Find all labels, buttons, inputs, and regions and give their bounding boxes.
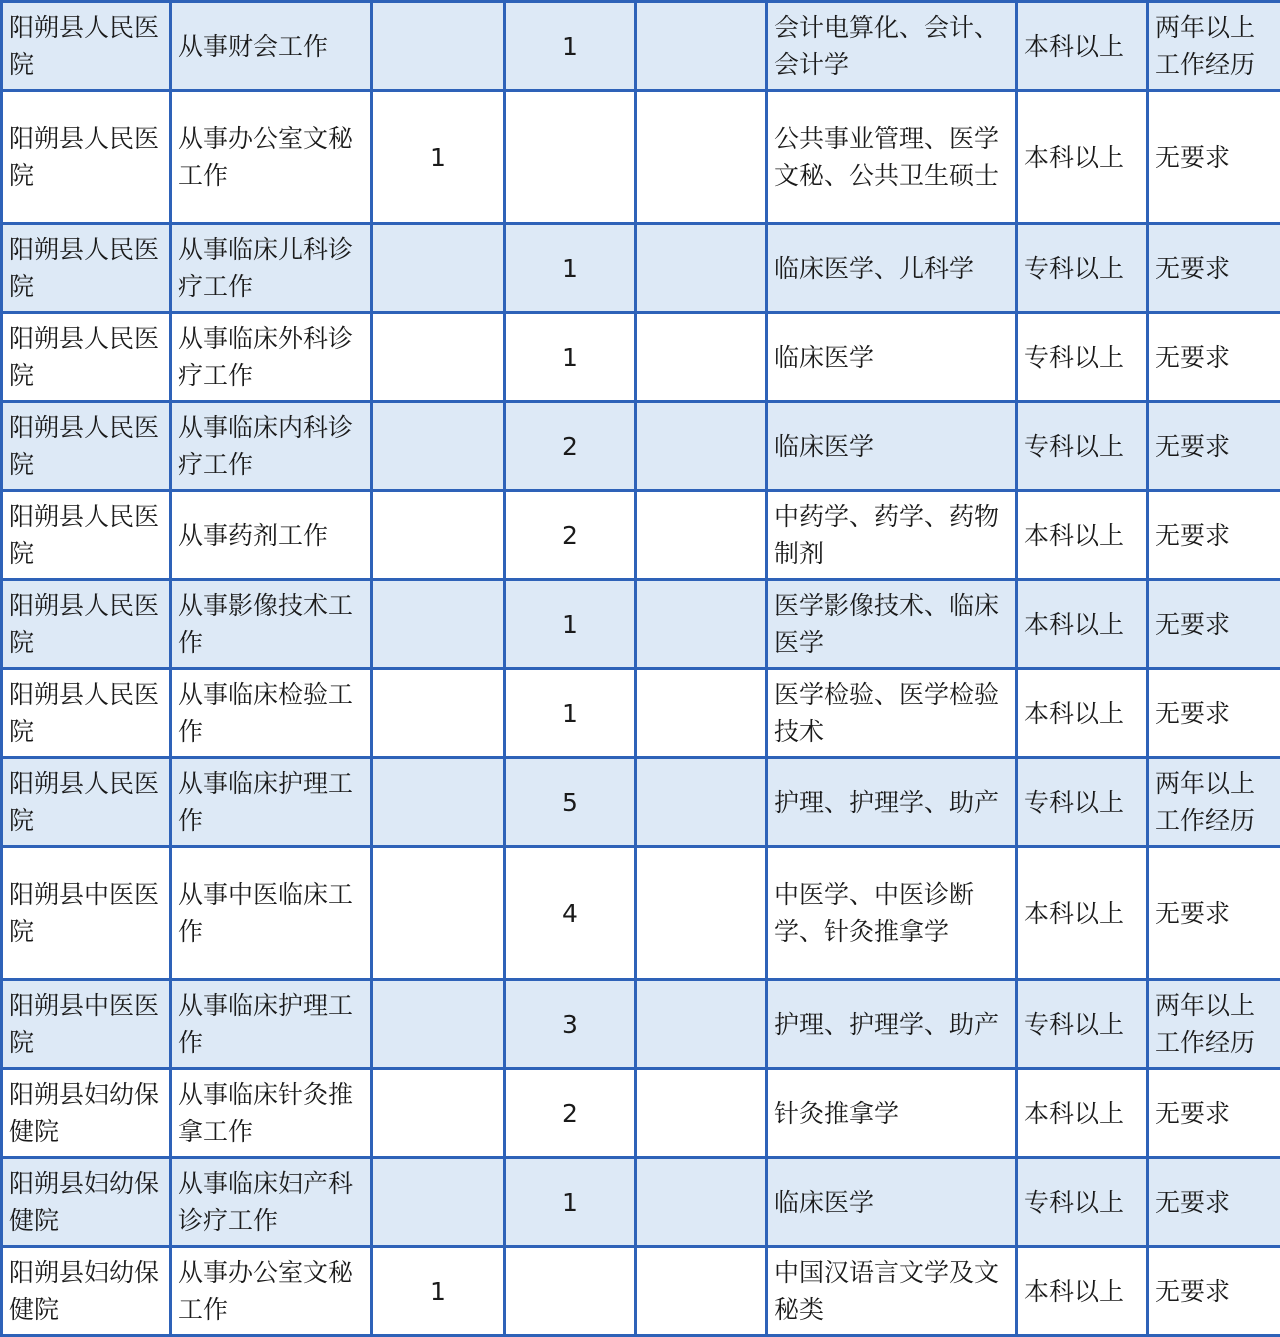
count-cell-c [636, 2, 767, 91]
major-cell: 中药学、药学、药物制剂 [767, 491, 1017, 580]
duty-cell: 从事办公室文秘工作 [171, 1247, 372, 1336]
major-cell: 护理、护理学、助产 [767, 758, 1017, 847]
duty-cell: 从事办公室文秘工作 [171, 91, 372, 224]
education-cell: 专科以上 [1017, 980, 1148, 1069]
education-cell: 专科以上 [1017, 758, 1148, 847]
experience-cell: 无要求 [1148, 1247, 1280, 1336]
experience-cell: 无要求 [1148, 224, 1280, 313]
major-cell: 中医学、中医诊断学、针灸推拿学 [767, 847, 1017, 980]
education-cell: 本科以上 [1017, 1247, 1148, 1336]
count-cell-a [372, 2, 505, 91]
education-cell: 本科以上 [1017, 847, 1148, 980]
experience-cell: 无要求 [1148, 669, 1280, 758]
major-cell: 针灸推拿学 [767, 1069, 1017, 1158]
education-cell: 本科以上 [1017, 669, 1148, 758]
education-cell: 专科以上 [1017, 313, 1148, 402]
count-cell-a [372, 1069, 505, 1158]
unit-cell: 阳朔县人民医院 [2, 2, 171, 91]
major-cell: 护理、护理学、助产 [767, 980, 1017, 1069]
count-cell-c [636, 491, 767, 580]
education-cell: 本科以上 [1017, 91, 1148, 224]
unit-cell: 阳朔县中医医院 [2, 980, 171, 1069]
table-row [2, 580, 1280, 669]
count-cell-b: 1 [505, 580, 636, 669]
table-row [2, 669, 1280, 758]
unit-cell: 阳朔县人民医院 [2, 224, 171, 313]
count-cell-b: 1 [505, 669, 636, 758]
duty-cell: 从事临床内科诊疗工作 [171, 402, 372, 491]
duty-cell: 从事财会工作 [171, 2, 372, 91]
unit-cell: 阳朔县人民医院 [2, 402, 171, 491]
count-cell-c [636, 1247, 767, 1336]
unit-cell: 阳朔县人民医院 [2, 580, 171, 669]
count-cell-a: 1 [372, 1247, 505, 1336]
table-row [2, 402, 1280, 491]
count-cell-b: 4 [505, 847, 636, 980]
major-cell: 中国汉语言文学及文秘类 [767, 1247, 1017, 1336]
experience-cell: 无要求 [1148, 491, 1280, 580]
duty-cell: 从事临床护理工作 [171, 980, 372, 1069]
count-cell-b: 2 [505, 1069, 636, 1158]
count-cell-b: 1 [505, 1158, 636, 1247]
count-cell-a: 1 [372, 91, 505, 224]
count-cell-a [372, 758, 505, 847]
major-cell: 临床医学 [767, 313, 1017, 402]
count-cell-a [372, 980, 505, 1069]
count-cell-a [372, 847, 505, 980]
count-cell-b [505, 1247, 636, 1336]
table-row [2, 847, 1280, 980]
count-cell-b: 3 [505, 980, 636, 1069]
major-cell: 医学影像技术、临床医学 [767, 580, 1017, 669]
unit-cell: 阳朔县人民医院 [2, 491, 171, 580]
unit-cell: 阳朔县中医医院 [2, 847, 171, 980]
count-cell-c [636, 669, 767, 758]
duty-cell: 从事临床儿科诊疗工作 [171, 224, 372, 313]
count-cell-c [636, 1069, 767, 1158]
count-cell-c [636, 980, 767, 1069]
table-row [2, 224, 1280, 313]
table-row [2, 1069, 1280, 1158]
table-row [2, 2, 1280, 91]
education-cell: 专科以上 [1017, 224, 1148, 313]
table-row [2, 980, 1280, 1069]
count-cell-a [372, 313, 505, 402]
count-cell-b: 1 [505, 2, 636, 91]
count-cell-c [636, 402, 767, 491]
count-cell-c [636, 580, 767, 669]
experience-cell: 无要求 [1148, 402, 1280, 491]
table-row [2, 1247, 1280, 1336]
count-cell-a [372, 580, 505, 669]
duty-cell: 从事影像技术工作 [171, 580, 372, 669]
unit-cell: 阳朔县妇幼保健院 [2, 1158, 171, 1247]
unit-cell: 阳朔县人民医院 [2, 758, 171, 847]
major-cell: 医学检验、医学检验技术 [767, 669, 1017, 758]
major-cell: 临床医学 [767, 1158, 1017, 1247]
experience-cell: 两年以上工作经历 [1148, 2, 1280, 91]
count-cell-c [636, 313, 767, 402]
experience-cell: 无要求 [1148, 313, 1280, 402]
count-cell-b: 1 [505, 224, 636, 313]
count-cell-c [636, 1158, 767, 1247]
table-row [2, 313, 1280, 402]
education-cell: 本科以上 [1017, 1069, 1148, 1158]
experience-cell: 无要求 [1148, 847, 1280, 980]
major-cell: 临床医学、儿科学 [767, 224, 1017, 313]
unit-cell: 阳朔县人民医院 [2, 91, 171, 224]
table-row [2, 491, 1280, 580]
count-cell-c [636, 847, 767, 980]
major-cell: 临床医学 [767, 402, 1017, 491]
table-row [2, 91, 1280, 224]
unit-cell: 阳朔县人民医院 [2, 313, 171, 402]
count-cell-c [636, 91, 767, 224]
experience-cell: 两年以上工作经历 [1148, 980, 1280, 1069]
education-cell: 本科以上 [1017, 491, 1148, 580]
duty-cell: 从事临床外科诊疗工作 [171, 313, 372, 402]
duty-cell: 从事临床护理工作 [171, 758, 372, 847]
duty-cell: 从事临床妇产科诊疗工作 [171, 1158, 372, 1247]
experience-cell: 无要求 [1148, 580, 1280, 669]
table-row [2, 1158, 1280, 1247]
count-cell-c [636, 758, 767, 847]
count-cell-a [372, 402, 505, 491]
count-cell-a [372, 1158, 505, 1247]
count-cell-a [372, 491, 505, 580]
count-cell-b: 5 [505, 758, 636, 847]
duty-cell: 从事中医临床工作 [171, 847, 372, 980]
education-cell: 专科以上 [1017, 402, 1148, 491]
major-cell: 会计电算化、会计、会计学 [767, 2, 1017, 91]
experience-cell: 无要求 [1148, 1158, 1280, 1247]
count-cell-b: 1 [505, 313, 636, 402]
education-cell: 本科以上 [1017, 2, 1148, 91]
experience-cell: 无要求 [1148, 1069, 1280, 1158]
experience-cell: 无要求 [1148, 91, 1280, 224]
duty-cell: 从事临床检验工作 [171, 669, 372, 758]
education-cell: 专科以上 [1017, 1158, 1148, 1247]
count-cell-a [372, 669, 505, 758]
unit-cell: 阳朔县人民医院 [2, 669, 171, 758]
unit-cell: 阳朔县妇幼保健院 [2, 1247, 171, 1336]
education-cell: 本科以上 [1017, 580, 1148, 669]
unit-cell: 阳朔县妇幼保健院 [2, 1069, 171, 1158]
count-cell-b: 2 [505, 491, 636, 580]
major-cell: 公共事业管理、医学文秘、公共卫生硕士 [767, 91, 1017, 224]
table-row [2, 758, 1280, 847]
count-cell-a [372, 224, 505, 313]
count-cell-b [505, 91, 636, 224]
duty-cell: 从事临床针灸推拿工作 [171, 1069, 372, 1158]
count-cell-c [636, 224, 767, 313]
duty-cell: 从事药剂工作 [171, 491, 372, 580]
count-cell-b: 2 [505, 402, 636, 491]
experience-cell: 两年以上工作经历 [1148, 758, 1280, 847]
